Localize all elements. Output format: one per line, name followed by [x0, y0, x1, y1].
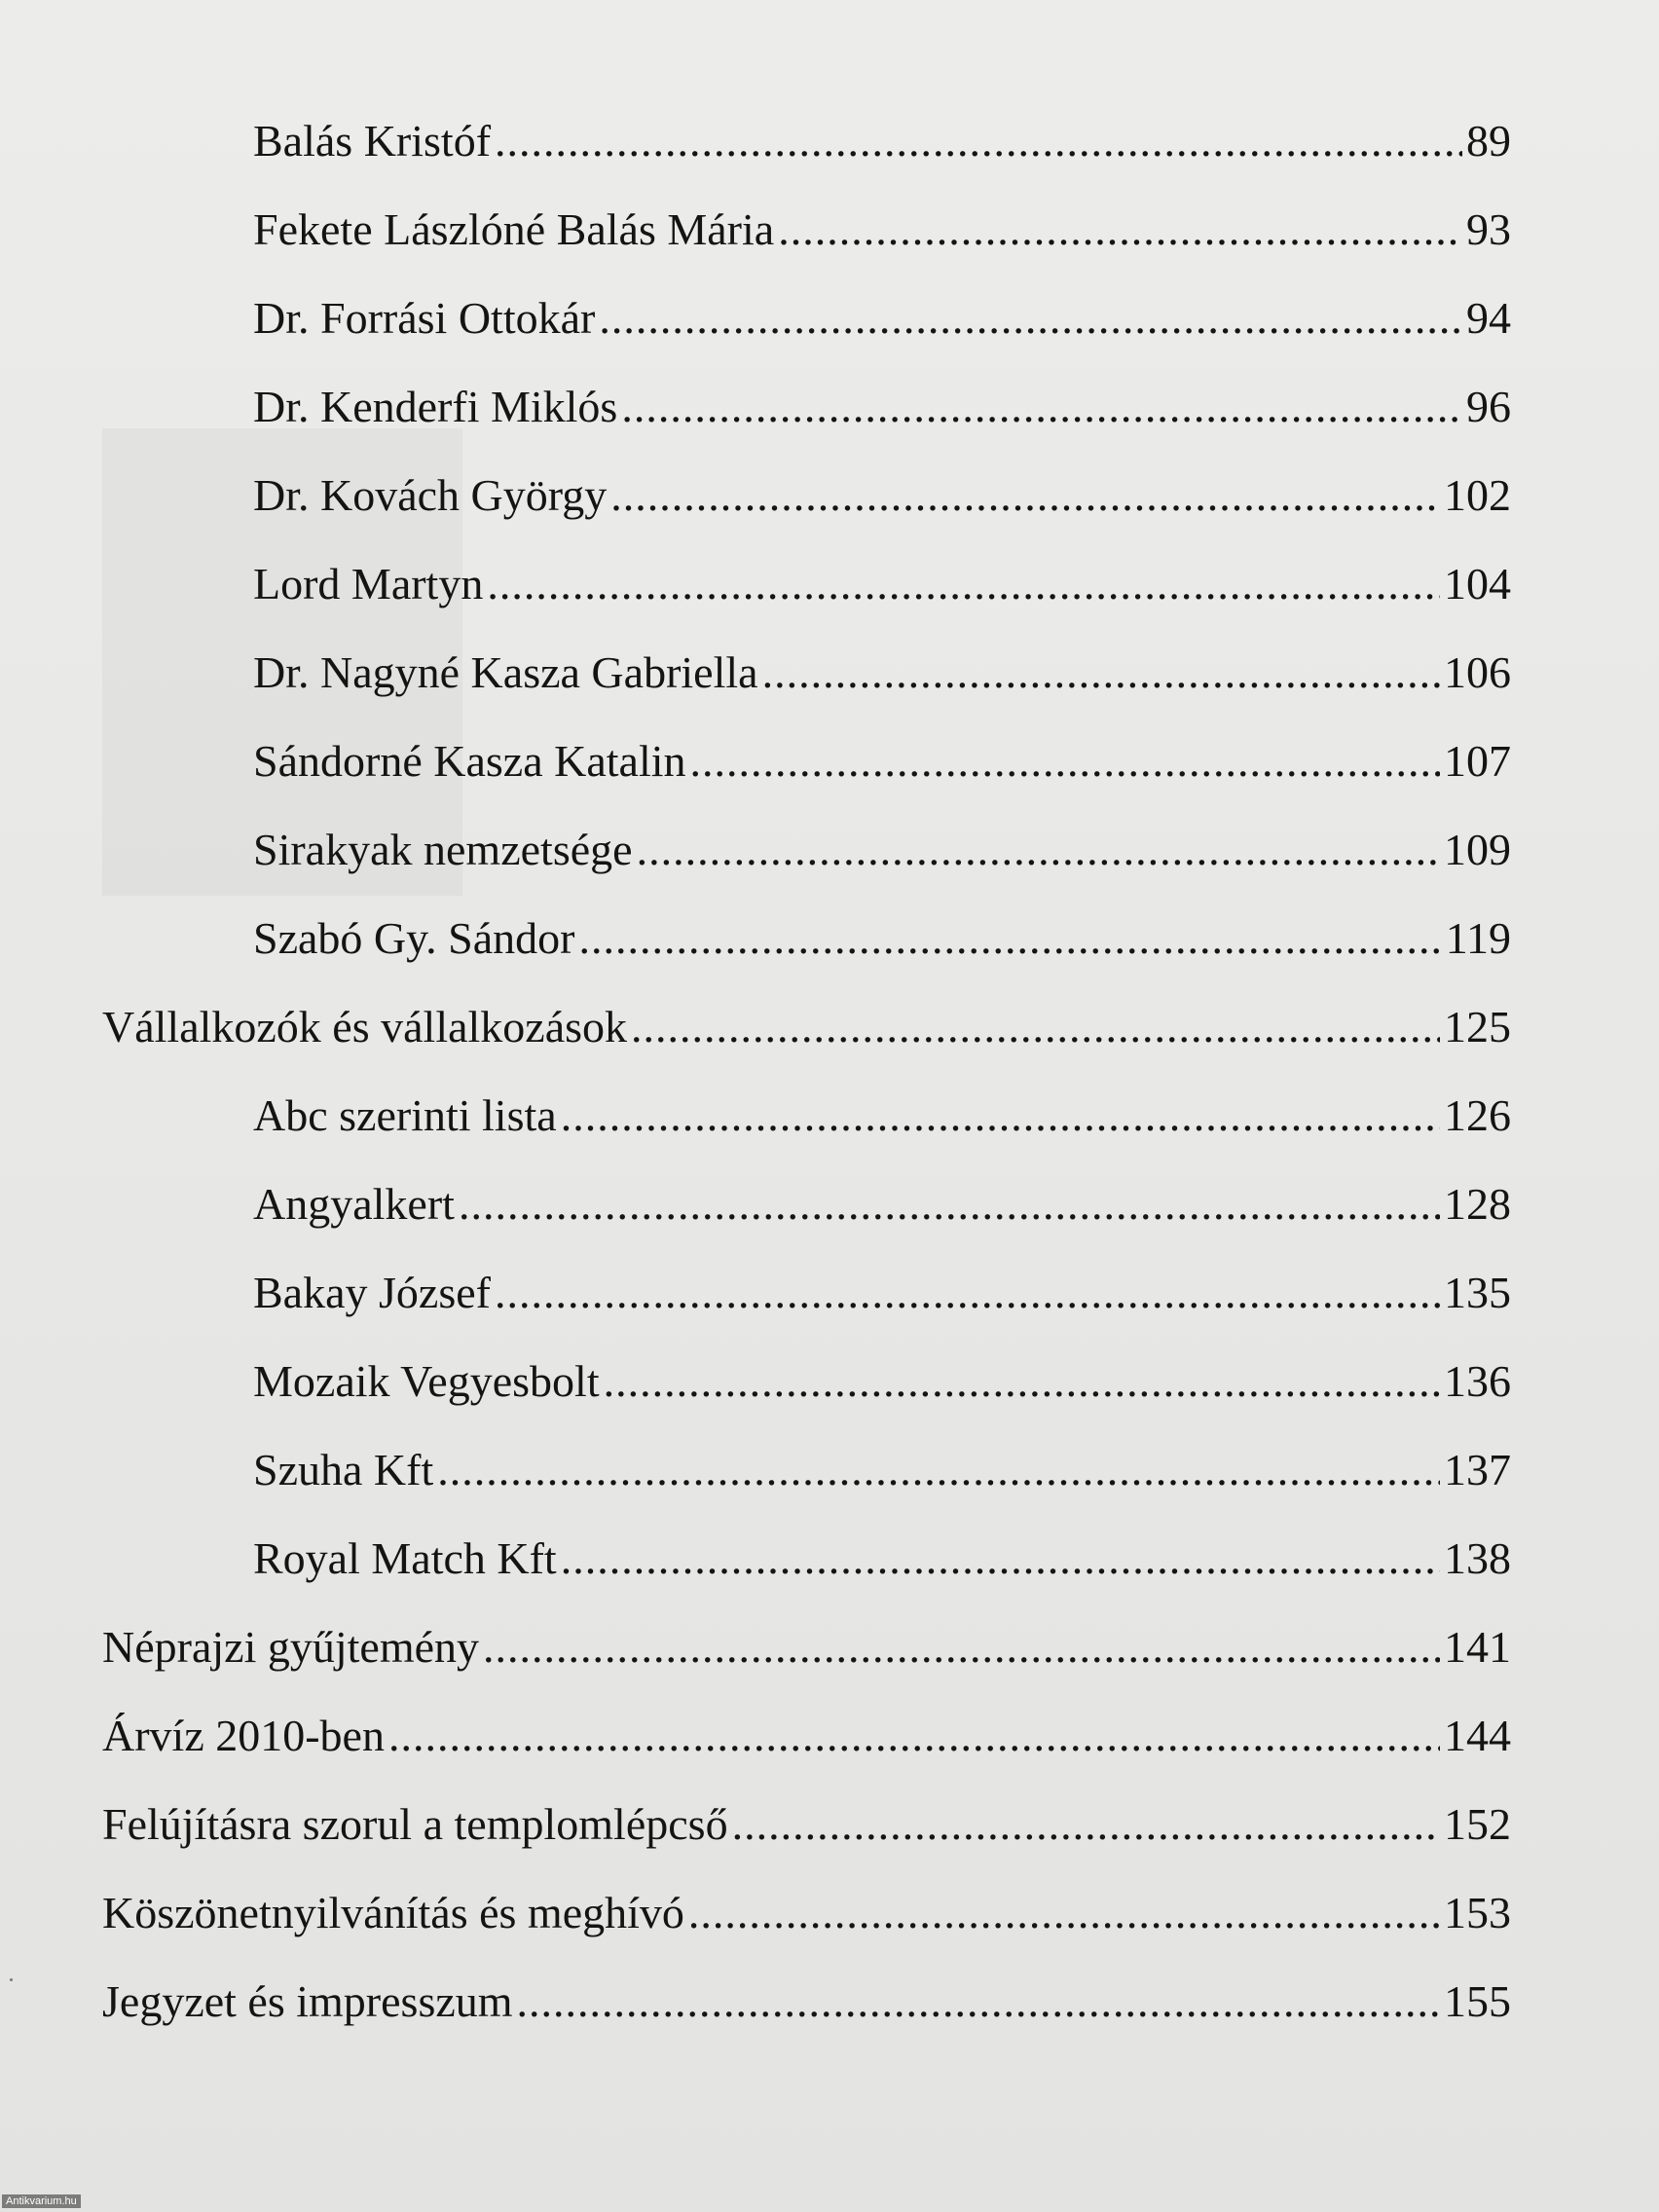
toc-entry	[253, 1354, 1511, 1409]
toc-dot-leader	[495, 1266, 1440, 1320]
toc-dot-leader	[487, 557, 1440, 611]
toc-dot-leader	[604, 1354, 1440, 1409]
toc-entry-page: 126	[1444, 1090, 1511, 1140]
toc-entry-page: 155	[1444, 1976, 1511, 2026]
toc-dot-leader	[610, 468, 1440, 523]
toc-dot-leader	[778, 203, 1462, 257]
toc-entry-title: Vállalkozók és vállalkozások	[102, 1002, 628, 1051]
toc-dot-leader	[631, 1000, 1440, 1054]
toc-entry	[253, 823, 1511, 877]
toc-entry-title: Fekete Lászlóné Balás Mária	[253, 204, 775, 254]
toc-entry	[253, 911, 1511, 966]
toc-dot-leader	[637, 823, 1440, 877]
toc-section-entry	[102, 1620, 1511, 1675]
toc-entry-page: 135	[1444, 1268, 1511, 1317]
toc-dot-leader	[690, 734, 1440, 789]
toc-entry	[253, 203, 1511, 257]
toc-entry-title: Dr. Kovách György	[253, 470, 608, 520]
toc-entry	[253, 291, 1511, 346]
toc-dot-leader	[762, 645, 1440, 700]
toc-entry-title: Köszönetnyilvánítás és meghívó	[102, 1888, 684, 1937]
toc-dot-leader	[517, 1974, 1440, 2029]
toc-entry-title: Felújításra szorul a templomlépcső	[102, 1799, 728, 1849]
toc-dot-leader	[732, 1797, 1440, 1852]
toc-entry	[253, 734, 1511, 789]
toc-dot-leader	[459, 1177, 1440, 1232]
toc-entry	[253, 114, 1511, 168]
toc-entry-page: 119	[1445, 913, 1511, 963]
toc-dot-leader	[437, 1443, 1440, 1497]
toc-dot-leader	[561, 1531, 1440, 1586]
toc-entry-page: 152	[1444, 1799, 1511, 1849]
toc-entry-title: Néprajzi gyűjtemény	[102, 1622, 480, 1672]
toc-entry-title: Balás Kristóf	[253, 116, 492, 166]
toc-entry-title: Royal Match Kft	[253, 1533, 557, 1583]
toc-entry-title: Sirakyak nemzetsége	[253, 825, 633, 874]
toc-entry-page: 107	[1444, 736, 1511, 786]
toc-dot-leader	[388, 1709, 1440, 1763]
toc-entry-page: 144	[1444, 1711, 1511, 1760]
toc-entry-title: Árvíz 2010-ben	[102, 1711, 385, 1760]
toc-entry	[253, 1088, 1511, 1143]
toc-section-entry	[102, 1000, 1511, 1054]
toc-dot-leader	[599, 291, 1462, 346]
toc-entry-title: Sándorné Kasza Katalin	[253, 736, 686, 786]
toc-entry-page: 109	[1444, 825, 1511, 874]
toc-entry	[253, 380, 1511, 434]
toc-entry-page: 104	[1444, 559, 1511, 608]
toc-entry-title: Szabó Gy. Sándor	[253, 913, 575, 963]
toc-entry-page: 102	[1444, 470, 1511, 520]
toc-entry-title: Mozaik Vegyesbolt	[253, 1356, 600, 1406]
toc-entry-title: Dr. Nagyné Kasza Gabriella	[253, 647, 758, 697]
toc-section-entry	[102, 1974, 1511, 2029]
toc-entry-title: Dr. Kenderfi Miklós	[253, 382, 618, 431]
toc-entry	[253, 1531, 1511, 1586]
toc-entry-page: 96	[1466, 382, 1511, 431]
toc-entry-page: 89	[1466, 116, 1511, 166]
toc-entry-page: 136	[1444, 1356, 1511, 1406]
toc-dot-leader	[483, 1620, 1440, 1675]
toc-entry-page: 137	[1444, 1445, 1511, 1494]
toc-entry-page: 94	[1466, 293, 1511, 343]
toc-entry	[253, 1266, 1511, 1320]
paper-speck	[10, 1978, 13, 1981]
toc-dot-leader	[495, 114, 1462, 168]
toc-entry-title: Abc szerinti lista	[253, 1090, 557, 1140]
toc-entry-page: 141	[1444, 1622, 1511, 1672]
toc-entry	[253, 1177, 1511, 1232]
toc-entry-page: 128	[1444, 1179, 1511, 1229]
toc-dot-leader	[561, 1088, 1440, 1143]
toc-entry	[253, 468, 1511, 523]
toc-entry-title: Szuha Kft	[253, 1445, 434, 1494]
toc-entry-title: Angyalkert	[253, 1179, 455, 1229]
toc-entry-title: Lord Martyn	[253, 559, 484, 608]
toc-section-entry	[102, 1797, 1511, 1852]
toc-entry-title: Jegyzet és impresszum	[102, 1976, 513, 2026]
toc-dot-leader	[621, 380, 1462, 434]
toc-entry-title: Dr. Forrási Ottokár	[253, 293, 596, 343]
toc-entry-page: 93	[1466, 204, 1511, 254]
toc-entry	[253, 557, 1511, 611]
toc-entry-title: Bakay József	[253, 1268, 491, 1317]
watermark: Antikvarium.hu	[2, 2194, 81, 2208]
toc-section-entry	[102, 1709, 1511, 1763]
toc-entry-page: 153	[1444, 1888, 1511, 1937]
toc-entry	[253, 1443, 1511, 1497]
toc-dot-leader	[688, 1886, 1440, 1940]
toc-entry-page: 138	[1444, 1533, 1511, 1583]
toc-entry-page: 125	[1444, 1002, 1511, 1051]
toc-dot-leader	[578, 911, 1441, 966]
toc-section-entry	[102, 1886, 1511, 1940]
toc-entry	[253, 645, 1511, 700]
toc-entry-page: 106	[1444, 647, 1511, 697]
